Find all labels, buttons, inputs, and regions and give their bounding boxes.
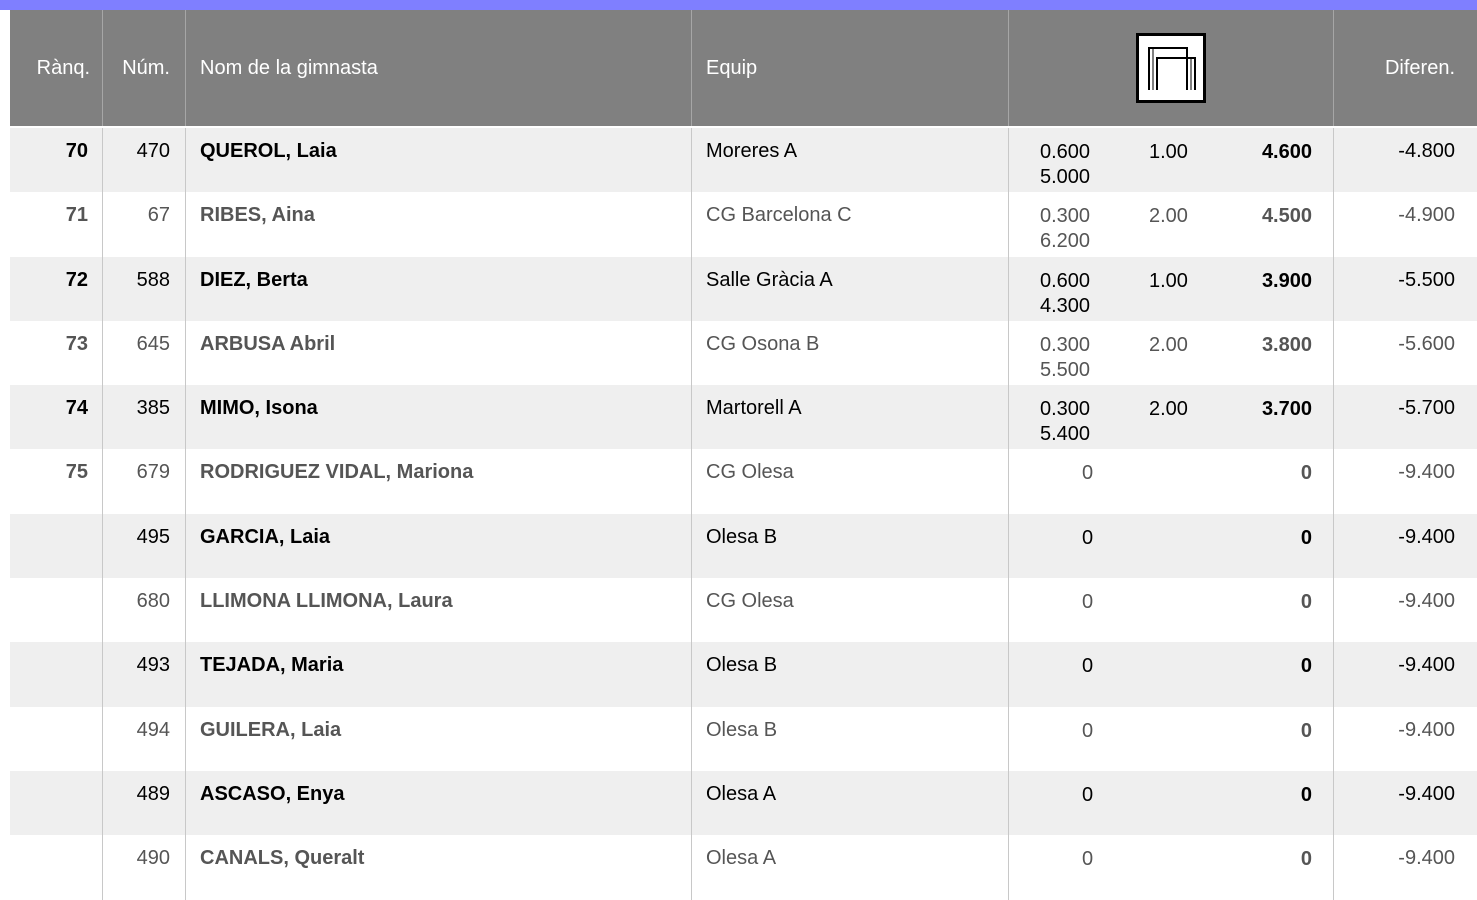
gymnast-name-cell: GUILERA, Laia: [200, 718, 342, 741]
column-divider: [1008, 835, 1009, 899]
total-score: 0: [1300, 719, 1312, 742]
table-header: [10, 10, 1477, 128]
score-cell: [1009, 707, 1334, 771]
column-divider: [185, 578, 186, 642]
team-cell: Moreres A: [706, 140, 798, 162]
rank-cell: [10, 835, 102, 899]
score-cell: [1009, 578, 1334, 642]
column-divider: [1333, 771, 1334, 835]
difficulty-score: 0.600: [1040, 269, 1091, 292]
column-divider: [1008, 10, 1009, 126]
table-row: [10, 449, 1477, 513]
column-divider: [1008, 449, 1009, 513]
column-divider: [1333, 642, 1334, 706]
column-divider: [1008, 707, 1009, 771]
column-divider: [1008, 578, 1009, 642]
score-cell: [1009, 514, 1334, 578]
column-divider: [102, 514, 103, 578]
difference-cell: -9.400: [1398, 525, 1455, 548]
team-cell: CG Barcelona C: [706, 204, 852, 227]
header-num: [102, 10, 186, 126]
total-score: 4.500: [1261, 205, 1312, 228]
score-cell: [1009, 385, 1334, 449]
penalty-score: 2.00: [1149, 205, 1188, 228]
column-divider: [1008, 642, 1009, 706]
column-divider: [102, 10, 103, 126]
execution-score: 5.500: [1040, 358, 1091, 381]
difference-cell: -5.700: [1398, 397, 1455, 420]
difficulty-score: 0: [1082, 783, 1094, 806]
total-score: 3.700: [1261, 398, 1312, 421]
column-divider: [185, 257, 186, 321]
total-score: 0: [1300, 783, 1312, 806]
difficulty-score: 0.300: [1040, 333, 1091, 356]
gymnast-name-cell: ASCASO, Enya: [200, 782, 345, 805]
table-row: [10, 192, 1477, 256]
column-divider: [691, 257, 692, 321]
table-row: [10, 321, 1477, 385]
gymnast-name-cell: LLIMONA LLIMONA, Laura: [200, 590, 453, 613]
column-divider: [185, 707, 186, 771]
header-diff-label: Diferen.: [1384, 56, 1455, 79]
team-cell: Olesa A: [706, 847, 777, 870]
column-divider: [1333, 835, 1334, 899]
column-divider: [1333, 192, 1334, 256]
table-row: [10, 385, 1477, 449]
column-divider: [691, 578, 692, 642]
bib-number-cell: 680: [136, 590, 170, 613]
column-divider: [1333, 10, 1334, 126]
column-divider: [102, 385, 103, 449]
gymnast-name-cell: ARBUSA Abril: [200, 332, 336, 355]
column-divider: [691, 835, 692, 899]
score-cell: [1009, 128, 1334, 192]
column-divider: [185, 385, 186, 449]
team-cell: Martorell A: [706, 397, 802, 420]
score-cell: [1009, 771, 1334, 835]
difficulty-score: 0.600: [1040, 141, 1091, 163]
table-row: [10, 128, 1477, 192]
difference-cell: -9.400: [1398, 461, 1455, 484]
score-cell: [1009, 257, 1334, 321]
execution-score: 5.000: [1040, 166, 1091, 188]
gymnast-name-cell: TEJADA, Maria: [200, 654, 344, 677]
score-cell: [1009, 642, 1334, 706]
gymnast-name-cell: GARCIA, Laia: [200, 525, 331, 548]
column-divider: [1333, 257, 1334, 321]
execution-score: 5.400: [1040, 423, 1091, 446]
rank-cell: [10, 707, 102, 771]
difficulty-score: 0: [1082, 719, 1094, 742]
team-cell: Olesa A: [706, 782, 777, 805]
gymnast-name-cell: QUEROL, Laia: [200, 140, 337, 162]
total-score: 0: [1300, 591, 1312, 614]
difficulty-score: 0: [1082, 526, 1094, 549]
team-cell: CG Osona B: [706, 332, 820, 355]
column-divider: [691, 192, 692, 256]
team-cell: CG Olesa: [706, 590, 794, 613]
difference-cell: -5.500: [1398, 268, 1455, 291]
rank-cell: 72: [65, 268, 88, 291]
column-divider: [185, 771, 186, 835]
column-divider: [1333, 707, 1334, 771]
column-divider: [185, 449, 186, 513]
rank-cell: [10, 771, 102, 835]
gymnast-name-cell: MIMO, Isona: [200, 397, 318, 420]
rank-cell: 74: [65, 397, 88, 420]
header-team-label: Equip: [706, 56, 758, 79]
difference-cell: -5.600: [1398, 332, 1455, 355]
column-divider: [691, 385, 692, 449]
difficulty-score: 0: [1082, 848, 1094, 871]
team-cell: Salle Gràcia A: [706, 268, 833, 291]
total-score: 3.800: [1261, 333, 1312, 356]
table-row: [10, 835, 1477, 899]
penalty-score: 2.00: [1149, 333, 1188, 356]
difference-cell: -9.400: [1398, 590, 1455, 613]
team-cell: CG Olesa: [706, 461, 794, 484]
column-divider: [102, 578, 103, 642]
table-row: [10, 578, 1477, 642]
rank-cell: [10, 514, 102, 578]
rank-cell: 75: [65, 461, 88, 484]
penalty-score: 2.00: [1149, 398, 1188, 421]
rank-cell: [10, 642, 102, 706]
column-divider: [1008, 385, 1009, 449]
rank-cell: 70: [65, 140, 88, 162]
difference-cell: -9.400: [1398, 654, 1455, 677]
execution-score: 4.300: [1040, 294, 1091, 317]
bib-number-cell: 489: [136, 782, 170, 805]
rank-cell: 73: [65, 332, 88, 355]
column-divider: [185, 128, 186, 192]
bib-number-cell: 67: [147, 204, 170, 227]
team-cell: Olesa B: [706, 718, 778, 741]
score-cell: [1009, 835, 1334, 899]
score-cell: [1009, 192, 1334, 256]
column-divider: [691, 642, 692, 706]
team-cell: Olesa B: [706, 654, 778, 677]
total-score: 0: [1300, 655, 1312, 678]
header-apparatus: [1009, 10, 1334, 126]
header-rank: [10, 10, 102, 126]
header-team: [692, 10, 1009, 126]
difference-cell: -4.900: [1398, 204, 1455, 227]
column-divider: [691, 771, 692, 835]
table-row: [10, 771, 1477, 835]
column-divider: [102, 835, 103, 899]
bib-number-cell: 494: [136, 718, 170, 741]
top-accent-bar: [0, 0, 1477, 10]
header-name-label: Nom de la gimnasta: [200, 56, 378, 79]
column-divider: [1008, 321, 1009, 385]
header-rank-label: Rànq.: [36, 56, 90, 79]
column-divider: [185, 835, 186, 899]
column-divider: [1333, 514, 1334, 578]
header-diff: [1334, 10, 1477, 126]
gymnast-name-cell: RODRIGUEZ VIDAL, Mariona: [200, 461, 474, 484]
column-divider: [1333, 385, 1334, 449]
table-row: [10, 707, 1477, 771]
penalty-score: 1.00: [1149, 141, 1188, 163]
column-divider: [1008, 771, 1009, 835]
bib-number-cell: 495: [136, 525, 170, 548]
column-divider: [102, 642, 103, 706]
column-divider: [1333, 321, 1334, 385]
difference-cell: -9.400: [1398, 782, 1455, 805]
total-score: 4.600: [1261, 141, 1312, 163]
bib-number-cell: 385: [136, 397, 170, 420]
column-divider: [102, 128, 103, 192]
team-cell: Olesa B: [706, 525, 778, 548]
bib-number-cell: 588: [136, 268, 170, 291]
column-divider: [102, 257, 103, 321]
column-divider: [691, 321, 692, 385]
column-divider: [102, 707, 103, 771]
column-divider: [185, 10, 186, 126]
bib-number-cell: 679: [136, 461, 170, 484]
column-divider: [185, 321, 186, 385]
column-divider: [691, 514, 692, 578]
column-divider: [185, 192, 186, 256]
column-divider: [1008, 514, 1009, 578]
column-divider: [185, 642, 186, 706]
column-divider: [691, 707, 692, 771]
difficulty-score: 0: [1082, 591, 1094, 614]
bib-number-cell: 493: [136, 654, 170, 677]
score-cell: [1009, 449, 1334, 513]
header-name: [186, 10, 692, 126]
total-score: 0: [1300, 526, 1312, 549]
column-divider: [1333, 128, 1334, 192]
column-divider: [691, 449, 692, 513]
total-score: 0: [1300, 848, 1312, 871]
column-divider: [691, 10, 692, 126]
difficulty-score: 0: [1082, 462, 1094, 485]
difference-cell: -4.800: [1398, 140, 1455, 162]
column-divider: [102, 449, 103, 513]
total-score: 3.900: [1261, 269, 1312, 292]
column-divider: [691, 128, 692, 192]
table-row: [10, 257, 1477, 321]
table-row: [10, 514, 1477, 578]
bib-number-cell: 490: [136, 847, 170, 870]
table-body: [10, 128, 1477, 900]
gymnast-name-cell: DIEZ, Berta: [200, 268, 308, 291]
bib-number-cell: 470: [136, 140, 170, 162]
column-divider: [102, 771, 103, 835]
column-divider: [1008, 257, 1009, 321]
column-divider: [1008, 128, 1009, 192]
column-divider: [1333, 578, 1334, 642]
rank-cell: [10, 578, 102, 642]
difference-cell: -9.400: [1398, 718, 1455, 741]
rank-cell: 71: [65, 204, 88, 227]
column-divider: [1008, 192, 1009, 256]
gymnast-name-cell: RIBES, Aina: [200, 204, 315, 227]
bib-number-cell: 645: [136, 332, 170, 355]
difficulty-score: 0: [1082, 655, 1094, 678]
total-score: 0: [1300, 462, 1312, 485]
column-divider: [102, 192, 103, 256]
column-divider: [1333, 449, 1334, 513]
difference-cell: -9.400: [1398, 847, 1455, 870]
column-divider: [185, 514, 186, 578]
table-row: [10, 642, 1477, 706]
score-cell: [1009, 321, 1334, 385]
difficulty-score: 0.300: [1040, 398, 1091, 421]
uneven-bars-icon: [1136, 33, 1206, 103]
penalty-score: 1.00: [1149, 269, 1188, 292]
gymnast-name-cell: CANALS, Queralt: [200, 847, 365, 870]
execution-score: 6.200: [1040, 230, 1091, 253]
column-divider: [102, 321, 103, 385]
results-table: [10, 10, 1477, 900]
header-num-label: Núm.: [122, 56, 170, 79]
difficulty-score: 0.300: [1040, 205, 1091, 228]
